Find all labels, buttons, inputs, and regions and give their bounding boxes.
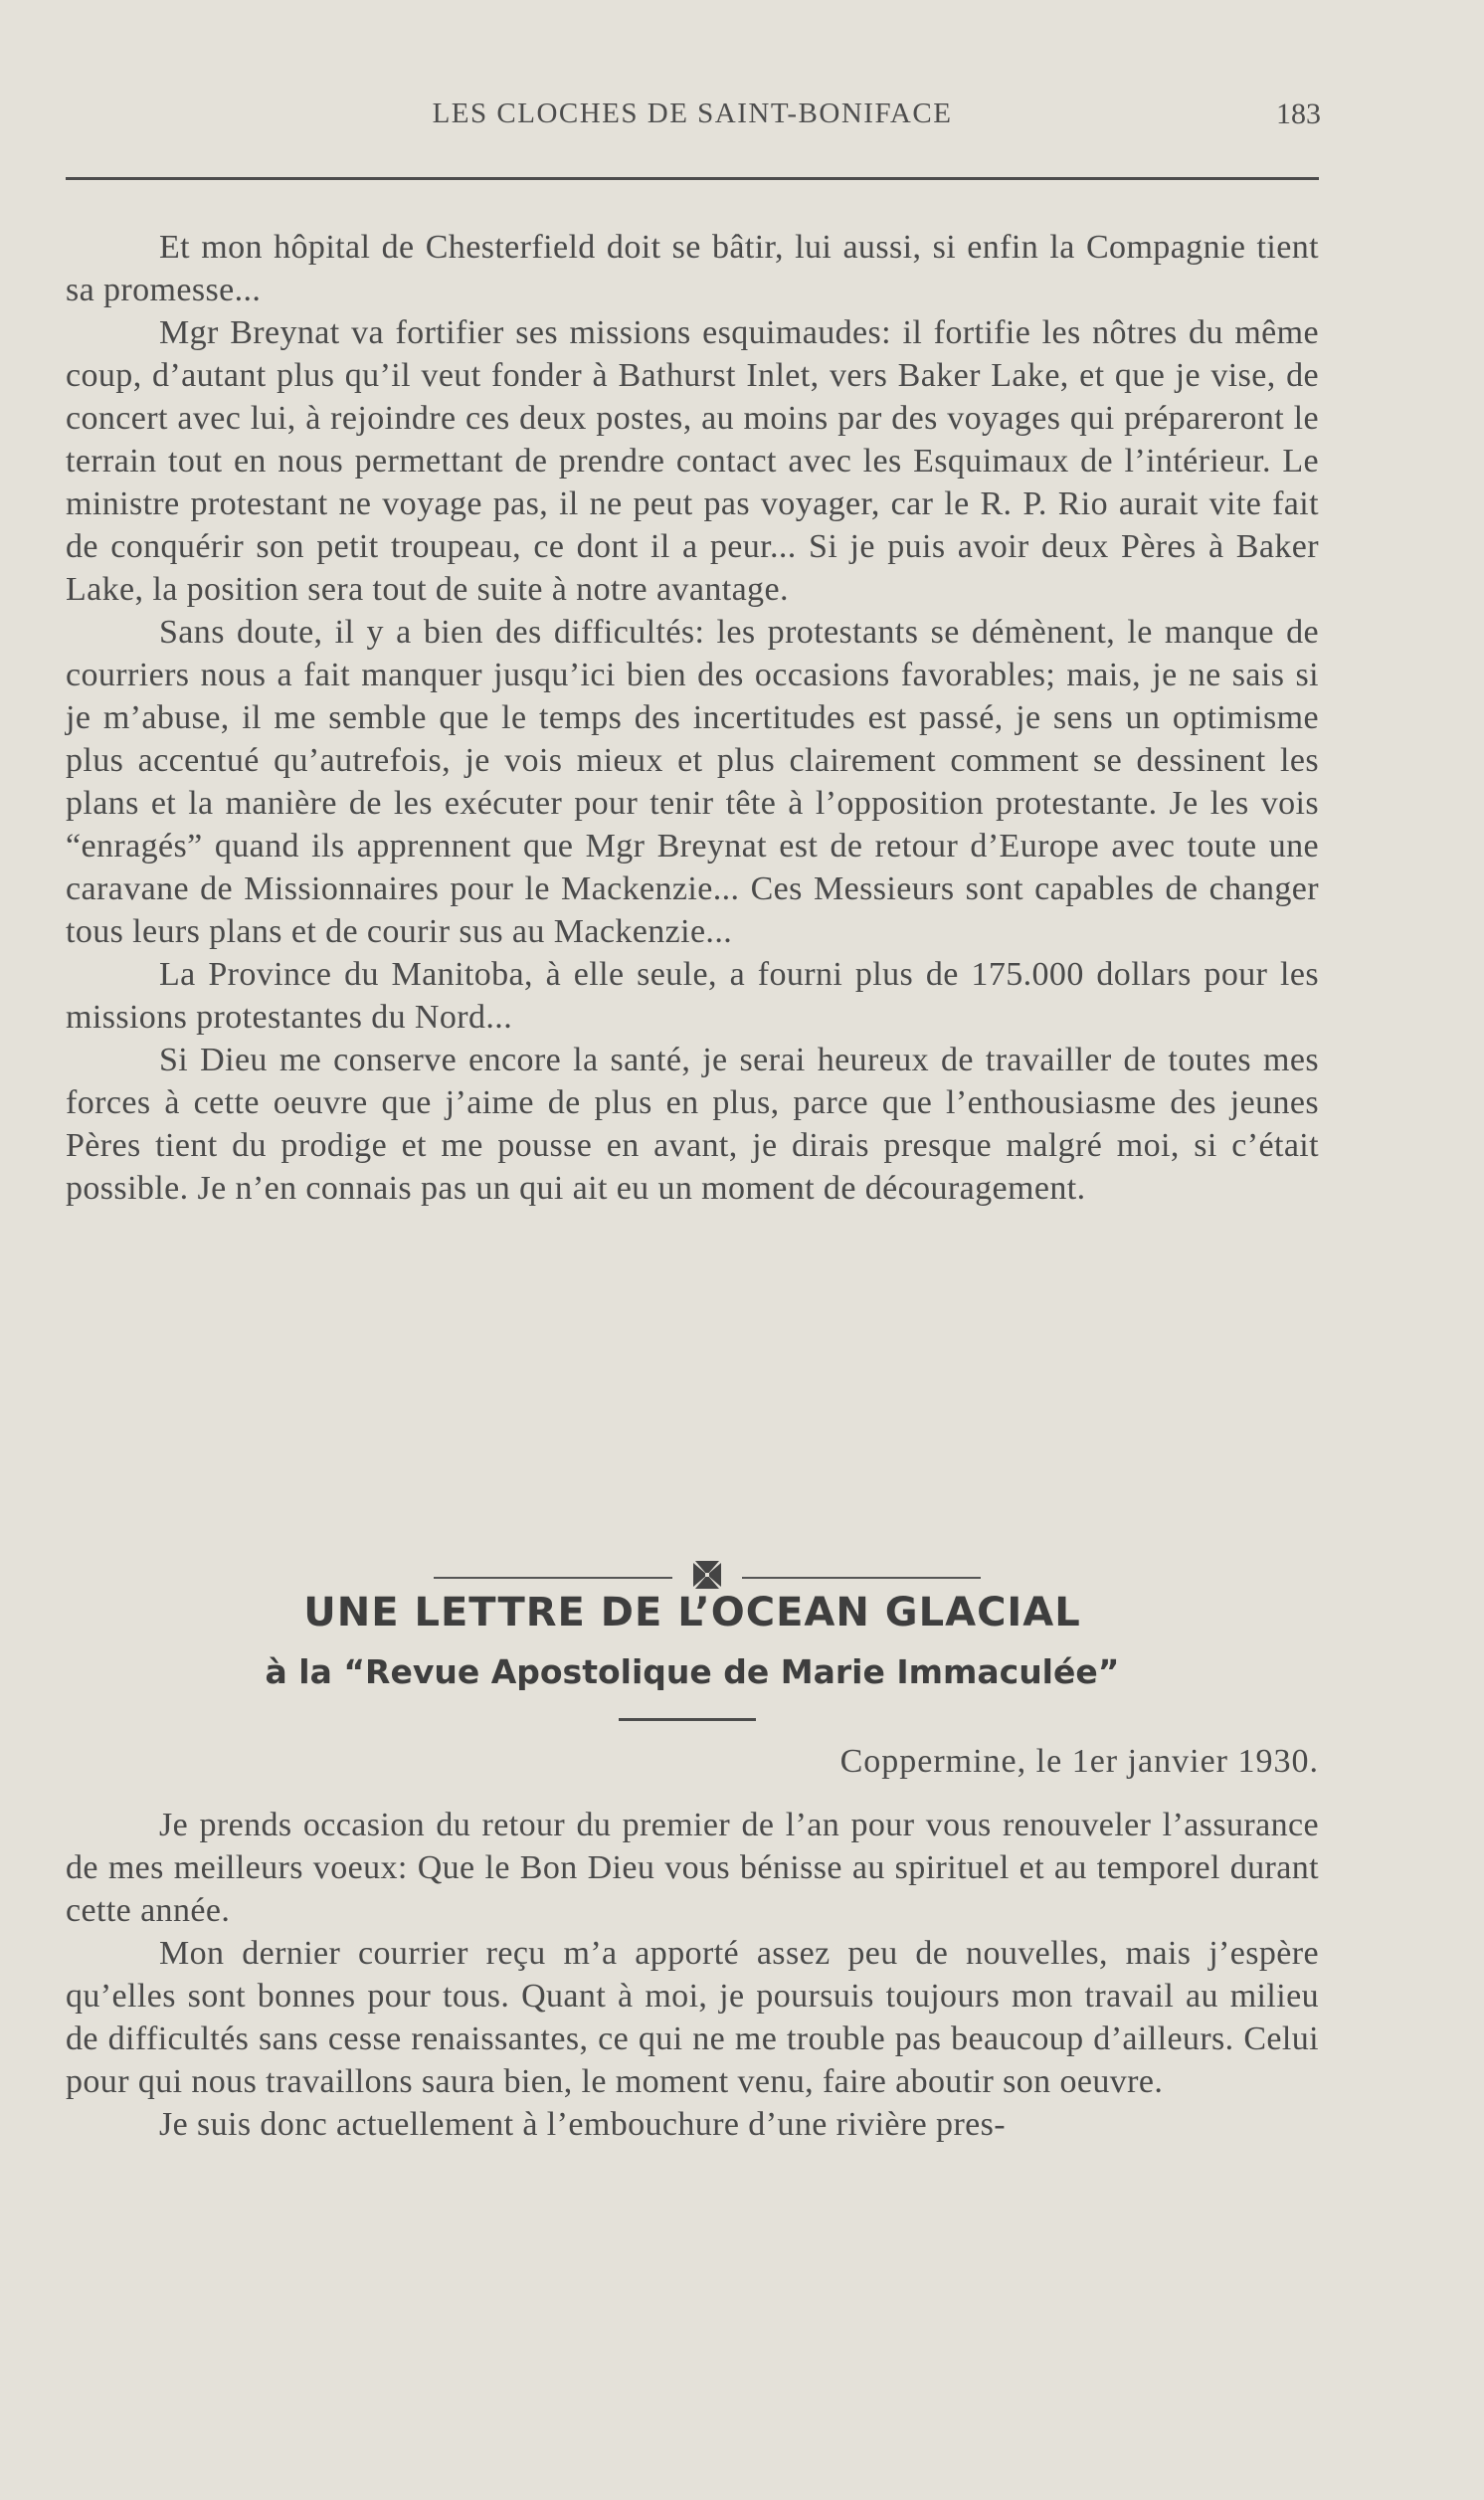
paragraph: Sans doute, il y a bien des difficultés: les protestants se démènent, le manque de courriers nous a fait manquer jusqu’ici bien des occasions favorables; mais, je ne sais si je m’abuse, il me semble que le temps des incertitudes est passé, je sens un optimisme plus accentué qu’autrefois, je vois mieux et plus clairement comment se dessinent les plans et la manière de les exécuter pour tenir tête à l’opposition protestante. Je les vois “enragés” quand ils apprennent que Mgr Breynat est de retour d’Europe avec toute une caravane de Missionnaires pour le Mackenzie... Ces Messieurs sont capables de changer tous leurs plans et de courir sus au Mackenzie... (66, 614, 1319, 950)
running-head (66, 97, 1319, 137)
section-1-text (66, 226, 1319, 1210)
paragraph: Si Dieu me conserve encore la santé, je serai heureux de travailler de toutes mes forces à cette oeuvre que j’aime de plus en plus, parce que l’enthousiasme des jeunes Pères tient du prodige et me pousse en avant, je dirais presque malgré moi, si c’était possible. Je n’en connais pas un qui ait eu un moment de découragement. (66, 1042, 1319, 1207)
paragraph: La Province du Manitoba, à elle seule, a fourni plus de 175.000 dollars pour les missions protestantes du Nord... (66, 956, 1319, 1036)
article-title: UNE LETTRE DE L’OCEAN GLACIAL (303, 1590, 1081, 1635)
ornament-line-left (434, 1577, 672, 1579)
ornament-line-right (742, 1577, 981, 1579)
article-subtitle: à la “Revue Apostolique de Marie Immaculée” (265, 1652, 1120, 1691)
paragraph: Mgr Breynat va fortifier ses missions esquimaudes: il fortifie les nôtres du même coup, d’autant plus qu’il veut fonder à Bathurst Inlet, vers Baker Lake, et que je vise, de concert avec lui, à rejoindre ces deux postes, au moins par des voyages qui prépareront le terrain tout en nous permettant de prendre contact avec les Esquimaux de l’intérieur. Le ministre protestant ne voyage pas, il ne peut pas voyager, car le R. P. Rio aurait vite fait de conquérir son petit troupeau, ce dont il a peur... Si je puis avoir deux Pères à Baker Lake, la position sera tout de suite à notre avantage. (66, 314, 1319, 608)
paragraph: Et mon hôpital de Chesterfield doit se bâtir, lui aussi, si enfin la Compagnie tient sa promesse... (66, 229, 1319, 308)
header-rule (66, 177, 1319, 180)
dateline: Coppermine, le 1er janvier 1930. (839, 1743, 1319, 1780)
running-title: LES CLOCHES DE SAINT-BONIFACE (432, 97, 953, 129)
paragraph: Mon dernier courrier reçu m’a apporté assez peu de nouvelles, mais j’espère qu’elles sont bonnes pour tous. Quant à moi, je poursuis toujours mon travail au milieu de difficultés sans cesse renaissantes, ce qui ne me trouble pas beaucoup d’ailleurs. Celui pour qui nous travaillons saura bien, le moment venu, faire aboutir son oeuvre. (66, 1935, 1319, 2100)
paragraph: Je suis donc actuellement à l’embouchure d’une rivière pres- (159, 2106, 1007, 2143)
article-text (66, 1804, 1319, 2146)
cross-icon (689, 1557, 725, 1593)
title-rule (619, 1718, 756, 1721)
page-number: 183 (1276, 97, 1321, 130)
paragraph: Je prends occasion du retour du premier de l’an pour vous renouveler l’assurance de mes meilleurs voeux: Que le Bon Dieu vous bénisse au spirituel et au temporel durant cette année. (66, 1807, 1319, 1929)
